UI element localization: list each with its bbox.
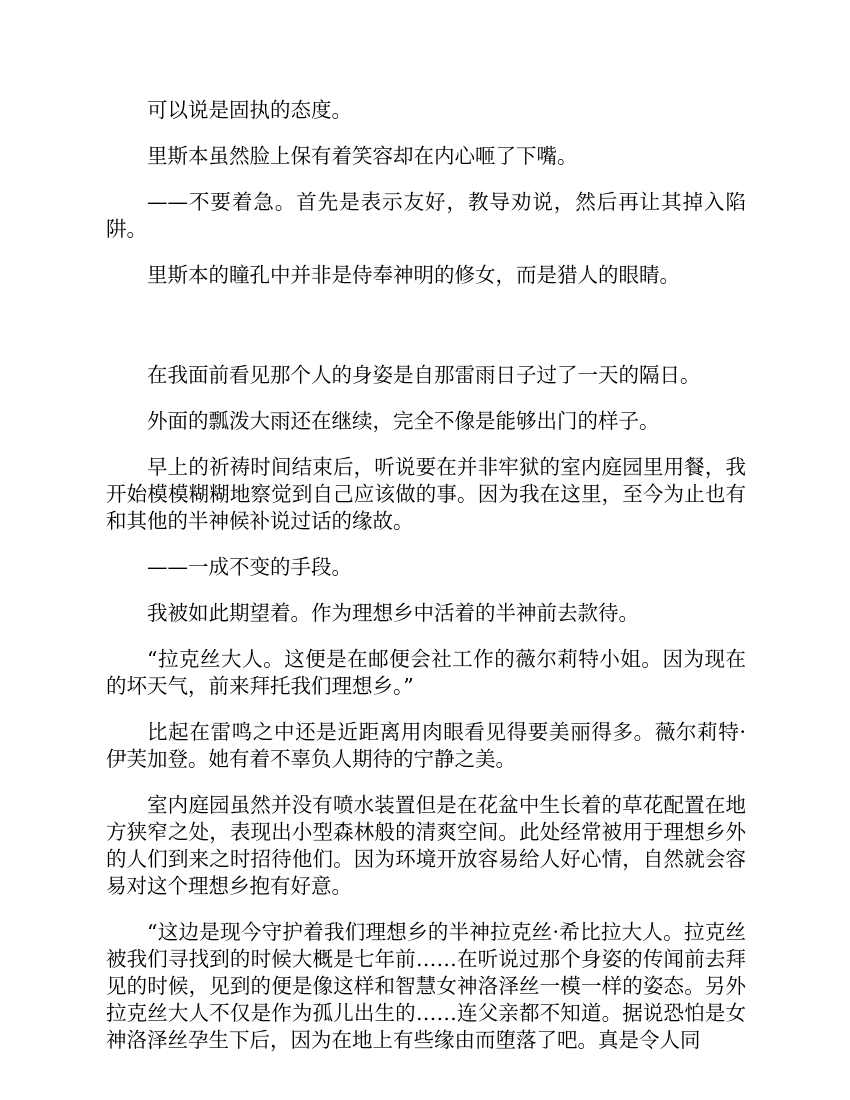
paragraph: 外面的瓢泼大雨还在继续，完全不像是能够出门的样子。 <box>147 409 660 433</box>
body-text <box>106 97 746 1073</box>
section-break <box>106 308 746 362</box>
paragraph: “这边是现今守护着我们理想乡的半神拉克丝·希比拉大人。拉克丝被我们寻找到的时候大概是七年前……在听说过那个身姿的传闻前去拜见的时候，见到的便是像这样和智慧女神洛泽丝一模一样的姿态。另外拉克丝大人不仅是作为孤儿出生的……连父亲都不知道。据说恐怕是女神洛泽丝孕生下后，因为在地上有些缘由而堕落了吧。真是令人同 <box>106 920 746 1052</box>
paragraph: 里斯本的瞳孔中并非是侍奉神明的修女，而是猎人的眼睛。 <box>147 263 680 287</box>
paragraph: 室内庭园虽然并没有喷水装置但是在花盆中生长着的草花配置在地方狭窄之处，表现出小型森林般的清爽空间。此处经常被用于理想乡外的人们到来之时招待他们。因为环境开放容易给人好心情，自然就会容易对这个理想乡抱有好意。 <box>106 793 746 898</box>
paragraph: 可以说是固执的态度。 <box>147 98 352 122</box>
paragraph: 比起在雷鸣之中还是近距离用肉眼看见得要美丽得多。薇尔莉特·伊芙加登。她有着不辜负人期待的宁静之美。 <box>106 720 746 771</box>
paragraph: 早上的祈祷时间结束后，听说要在并非牢狱的室内庭园里用餐，我开始模模糊糊地察觉到自己应该做的事。因为我在这里，至今为止也有和其他的半神候补说过话的缘故。 <box>106 455 746 533</box>
paragraph: ——不要着急。首先是表示友好，教导劝说，然后再让其掉入陷阱。 <box>106 190 746 241</box>
paragraph: 我被如此期望着。作为理想乡中活着的半神前去款待。 <box>147 601 639 625</box>
paragraph: “拉克丝大人。这便是在邮便会社工作的薇尔莉特小姐。因为现在的坏天气，前来拜托我们理想乡。” <box>106 647 746 698</box>
paragraph: 在我面前看见那个人的身姿是自那雷雨日子过了一天的隔日。 <box>147 363 701 387</box>
paragraph: 里斯本虽然脸上保有着笑容却在内心咂了下嘴。 <box>147 144 578 168</box>
paragraph: ——一成不变的手段。 <box>147 555 352 579</box>
